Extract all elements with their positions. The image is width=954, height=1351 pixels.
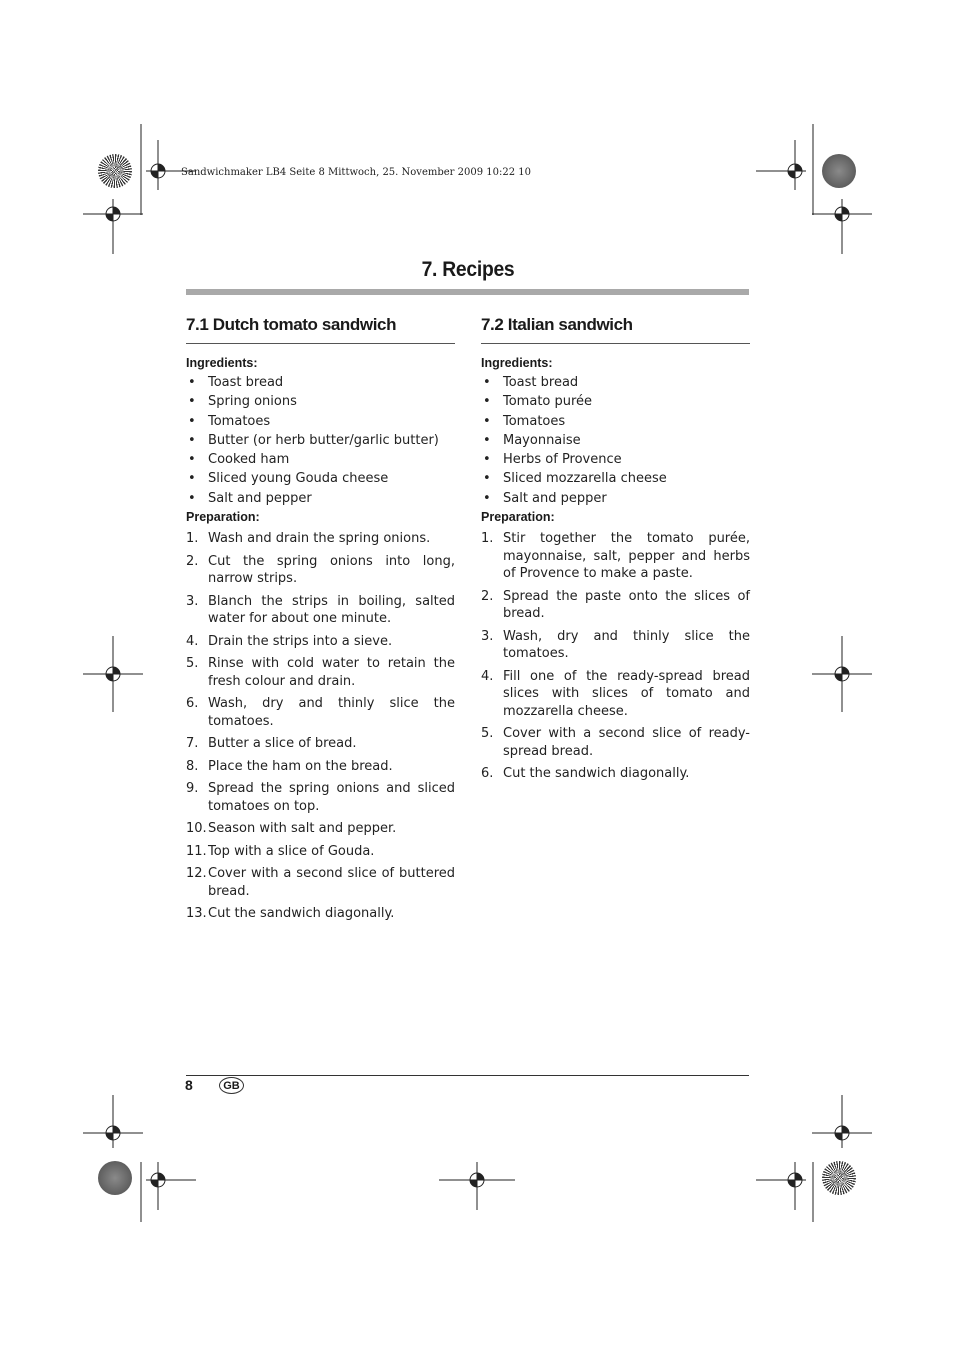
step-item: 11. Top with a slice of Gouda. bbox=[186, 843, 375, 859]
preparation-heading: Preparation: bbox=[481, 510, 555, 525]
bullet-icon: • bbox=[483, 432, 491, 448]
list-item: • Spring onions bbox=[186, 392, 455, 411]
bullet-icon: • bbox=[483, 394, 491, 410]
bullet-icon: • bbox=[188, 490, 196, 506]
preparation-steps bbox=[481, 530, 750, 783]
section-title: 7.1 Dutch tomato sandwich bbox=[186, 314, 455, 344]
language-badge: GB bbox=[219, 1077, 244, 1094]
step-item: 4. Fill one of the ready-spread bread slices with slices of tomato and mozzarella cheese. bbox=[481, 668, 750, 719]
step-item: 2. Spread the paste onto the slices of bread. bbox=[481, 588, 750, 622]
list-item: • Tomatoes bbox=[186, 412, 455, 431]
list-item: • Mayonnaise bbox=[481, 431, 750, 450]
page-number: 8 bbox=[185, 1077, 193, 1093]
step-item: 3. Blanch the strips in boiling, salted water for about one minute. bbox=[186, 593, 455, 627]
preparation-heading: Preparation: bbox=[186, 510, 260, 525]
list-item: • Salt and pepper bbox=[186, 489, 455, 508]
ingredients-list bbox=[481, 373, 750, 508]
list-item: • Herbs of Provence bbox=[481, 450, 750, 469]
list-item: • Salt and pepper bbox=[481, 489, 750, 508]
list-item: • Cooked ham bbox=[186, 450, 455, 469]
step-item: 8. Place the ham on the bread. bbox=[186, 758, 393, 774]
bullet-icon: • bbox=[483, 413, 491, 429]
step-item: 12. Cover with a second slice of buttered bread. bbox=[186, 866, 455, 899]
print-info-line: Sandwichmaker LB4 Seite 8 Mittwoch, 25. November 2009 10:22 10 bbox=[181, 167, 531, 178]
chapter-title: 7. Recipes bbox=[421, 258, 515, 281]
preparation-steps bbox=[186, 530, 455, 923]
step-item: 10. Season with salt and pepper. bbox=[186, 821, 397, 837]
ingredients-heading: Ingredients: bbox=[481, 356, 553, 370]
section-title: 7.2 Italian sandwich bbox=[481, 314, 750, 344]
bullet-icon: • bbox=[483, 471, 491, 487]
bullet-icon: • bbox=[188, 432, 196, 448]
bullet-icon: • bbox=[188, 452, 196, 468]
list-item: • Tomatoes bbox=[481, 412, 750, 431]
step-item: 7. Butter a slice of bread. bbox=[186, 736, 357, 752]
step-item: 3. Wash, dry and thinly slice the tomatoes. bbox=[481, 628, 750, 662]
step-item: 5. Cover with a second slice of ready-spread bread. bbox=[481, 726, 750, 759]
ingredients-list bbox=[186, 373, 455, 508]
step-item: 13. Cut the sandwich diagonally. bbox=[186, 906, 395, 922]
bullet-icon: • bbox=[188, 471, 196, 487]
list-item: • Sliced young Gouda cheese bbox=[186, 469, 455, 488]
step-item: 4. Drain the strips into a sieve. bbox=[186, 633, 393, 649]
step-item: 2. Cut the spring onions into long, narrow strips. bbox=[186, 553, 455, 587]
list-item: • Tomato purée bbox=[481, 392, 750, 411]
bullet-icon: • bbox=[188, 375, 196, 390]
step-item: 1. Stir together the tomato purée, mayonnaise, salt, pepper and herbs of Provence to make a paste. bbox=[481, 531, 750, 582]
list-item: • Toast bread bbox=[481, 373, 750, 392]
title-rule bbox=[186, 289, 749, 295]
list-item: • Toast bread bbox=[186, 373, 455, 392]
footer-rule bbox=[186, 1075, 749, 1076]
step-item: 5. Rinse with cold water to retain the fresh colour and drain. bbox=[186, 656, 455, 689]
bullet-icon: • bbox=[483, 452, 491, 468]
step-item: 9. Spread the spring onions and sliced tomatoes on top. bbox=[186, 781, 455, 814]
step-item: 6. Cut the sandwich diagonally. bbox=[481, 766, 690, 782]
bullet-icon: • bbox=[483, 375, 491, 390]
list-item: • Sliced mozzarella cheese bbox=[481, 469, 750, 488]
ingredients-heading: Ingredients: bbox=[186, 356, 258, 370]
recipe-section-italian bbox=[481, 314, 750, 788]
step-item: 6. Wash, dry and thinly slice the tomatoes. bbox=[186, 696, 455, 729]
recipe-section-dutch bbox=[186, 314, 455, 928]
bullet-icon: • bbox=[483, 490, 491, 506]
list-item: • Butter (or herb butter/garlic butter) bbox=[186, 431, 455, 450]
bullet-icon: • bbox=[188, 413, 196, 429]
step-item: 1. Wash and drain the spring onions. bbox=[186, 531, 431, 547]
bullet-icon: • bbox=[188, 394, 196, 410]
